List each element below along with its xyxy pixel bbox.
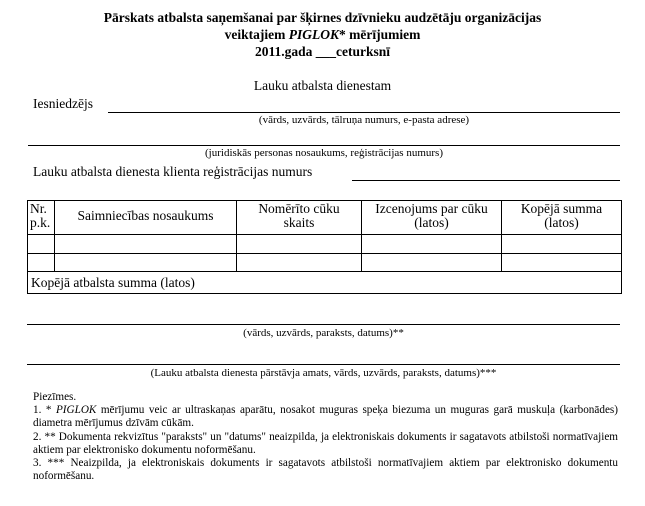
signature-line[interactable]: [27, 324, 620, 325]
col-header-price: [362, 201, 502, 235]
notes-title: Piezīmes.: [33, 391, 77, 403]
note-1: [33, 404, 618, 430]
table-cell[interactable]: [362, 235, 502, 254]
table-cell[interactable]: [502, 235, 622, 254]
submitter-hint: (vārds, uzvārds, tālruņa numurs, e-pasta adrese): [258, 114, 470, 126]
submitter-label: Iesniedzējs: [33, 96, 93, 111]
legal-entity-line[interactable]: [28, 145, 620, 146]
legal-entity-hint: (juridiskās personas nosaukums, reģistrācijas numurs): [205, 147, 443, 159]
notes-section: [33, 391, 618, 483]
table-cell[interactable]: [28, 235, 55, 254]
title-suffix: * mērījumiem: [339, 27, 421, 42]
table-cell[interactable]: [502, 254, 622, 272]
col-header-pigs-line2: skaits: [283, 215, 315, 230]
report-period: 2011.gada ___ceturksnī: [254, 44, 390, 59]
service-rep-line[interactable]: [27, 364, 620, 365]
table-cell[interactable]: [28, 254, 55, 272]
table-cell[interactable]: [362, 254, 502, 272]
table-header-row: [28, 201, 622, 235]
table-total-row: [28, 272, 622, 294]
note-2: 2. ** Dokumenta rekvizītus "paraksts" un "datums" neaizpilda, ja elektroniskais dokuments ir sagatavots atbilstoši normatīvajiem aktiem par elektronisko dokumentu noformēšanu.: [33, 430, 618, 456]
col-header-nr: [28, 201, 55, 235]
table-row: [28, 254, 622, 272]
piglok-term: PIGLOK: [288, 27, 339, 42]
col-header-total: [502, 201, 622, 235]
submitter-line[interactable]: [108, 112, 620, 113]
note-1-prefix: 1. *: [33, 404, 56, 417]
table-cell[interactable]: [237, 254, 362, 272]
col-header-price-line1: Izcenojums par cūku: [375, 201, 488, 216]
note-3: 3. *** Neaizpilda, ja elektroniskais dokuments ir sagatavots atbilstoši normatīvajiem aktiem par elektronisko dokumentu noformēšanu.: [33, 457, 618, 483]
title-prefix: veiktajiem: [224, 27, 289, 42]
note-1-text: mērījumu veic ar ultraskaņas aparātu, nosakot muguras speķa biezuma un muguras garā muskuļa (karbonādes) diametra mērījumus dzīvām cūkām.: [33, 404, 619, 430]
report-title-line1: Pārskats atbalsta saņemšanai par šķirnes dzīvnieku audzētāju organizācijas: [103, 10, 542, 25]
col-header-pigs-line1: Nomērīto cūku: [258, 201, 340, 216]
service-rep-hint: (Lauku atbalsta dienesta pārstāvja amats, vārds, uzvārds, paraksts, datums)***: [150, 367, 497, 379]
signature-hint: (vārds, uzvārds, paraksts, datums)**: [243, 327, 404, 339]
col-header-nr-line2: p.k.: [30, 215, 51, 230]
col-header-nr-line1: Nr.: [30, 201, 47, 216]
note-1-piglok: PIGLOK: [55, 404, 97, 417]
col-header-total-line1: Kopējā summa: [520, 201, 603, 216]
total-support-label: Kopējā atbalsta summa (latos): [28, 272, 622, 294]
table-row: [28, 235, 622, 254]
table-cell[interactable]: [55, 235, 237, 254]
col-header-total-line2: (latos): [544, 215, 579, 230]
col-header-pigs: [237, 201, 362, 235]
table-cell[interactable]: [237, 235, 362, 254]
report-title-line2: [0, 26, 645, 43]
client-reg-label: Lauku atbalsta dienesta klienta reģistrācijas numurs: [33, 164, 313, 179]
col-header-farm: Saimniecības nosaukums: [55, 201, 237, 235]
col-header-price-line2: (latos): [414, 215, 449, 230]
client-reg-line[interactable]: [352, 180, 620, 181]
recipient: Lauku atbalsta dienestam: [253, 78, 392, 93]
support-table: [27, 200, 622, 294]
table-cell[interactable]: [55, 254, 237, 272]
